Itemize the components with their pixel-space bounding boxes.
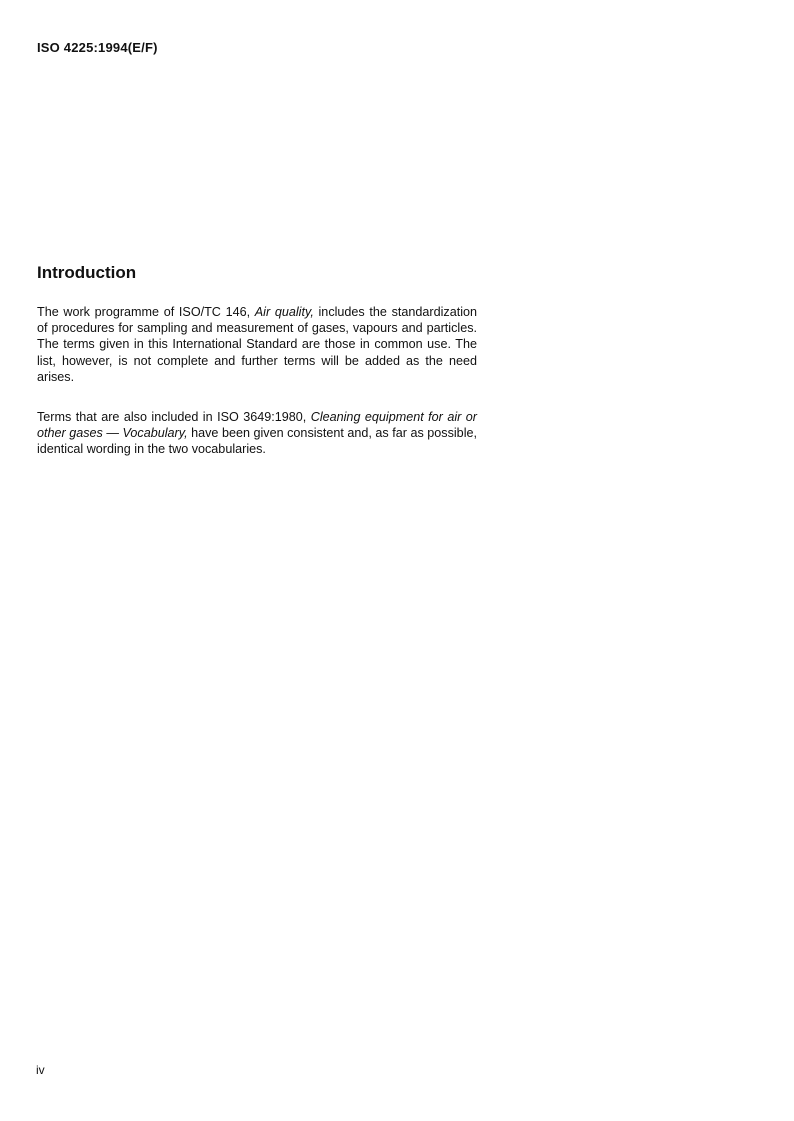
introduction-paragraph-1 <box>37 304 477 385</box>
introduction-paragraph-2 <box>37 409 477 458</box>
paragraph-italic-text: Air quality, <box>254 305 314 319</box>
paragraph-text: The work programme of ISO/TC 146, <box>37 305 255 319</box>
paragraph-text: includes the standardization of procedures for sampling and measurement of gases, vapours and particles. The terms given in this International Standard are those in common use. The list, however, is not complete and further terms will be added as the need arises. <box>37 305 478 384</box>
paragraph-text: Terms that are also included in ISO 3649:1980, <box>37 410 311 424</box>
section-title: Introduction <box>37 263 137 282</box>
paragraph-text: have been given consistent and, as far as possible, identical wording in the two vocabularies. <box>37 426 477 457</box>
document-header: ISO 4225:1994(E/F) <box>37 40 158 55</box>
paragraph-italic-text: Cleaning equipment for air or other gases — Vocabulary, <box>37 410 477 441</box>
page-number: iv <box>36 1063 45 1077</box>
